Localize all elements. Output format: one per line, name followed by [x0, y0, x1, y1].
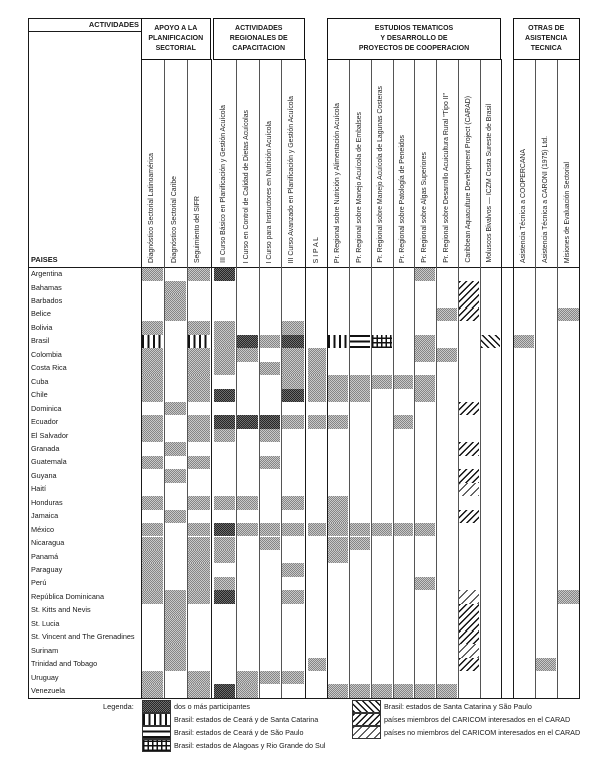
matrix-cell [282, 590, 304, 603]
matrix-cell [350, 537, 370, 550]
matrix-cell [328, 496, 348, 509]
column-header-text: III Curso Avanzado en Planificación y Gestión Acuícola [288, 95, 296, 263]
column-header-rotated [164, 59, 187, 263]
matrix-cell [188, 537, 210, 550]
matrix-cell [350, 523, 370, 536]
matrix-cell [260, 671, 280, 684]
matrix-cell [394, 523, 414, 536]
matrix-cell [558, 590, 579, 603]
matrix-cell [394, 415, 414, 428]
country-row-label: Guatemala [31, 457, 67, 467]
column-header-rotated [307, 59, 327, 263]
legend-item-label: dos o más participantes [174, 701, 250, 711]
matrix-cell [260, 537, 280, 550]
matrix-cell [282, 523, 304, 536]
column-header-text: Diagnóstico Sectorial Latinoamérica [148, 153, 156, 263]
country-row-label: St. Vincent and The Grenadines [31, 632, 135, 642]
matrix-cell [188, 577, 210, 590]
matrix-cell [372, 335, 392, 348]
column-header-text: I Curso en Control de Calidad de Dietas Acuícolas [243, 109, 251, 263]
matrix-cell [142, 389, 163, 402]
matrix-cell [142, 496, 163, 509]
matrix-cell [459, 617, 479, 630]
matrix-cell [188, 590, 210, 603]
matrix-cell [308, 523, 326, 536]
matrix-cell [328, 550, 348, 563]
matrix-cell [415, 577, 435, 590]
matrix-cell [142, 375, 163, 388]
column-group-header-line: OTRAS DE [528, 24, 565, 32]
country-row-label: Bahamas [31, 282, 62, 292]
matrix-cell [188, 362, 210, 375]
matrix-cell [214, 537, 235, 550]
column-header-rotated [213, 59, 236, 263]
column-header-text: Misiones de Evaluación Sectorial [563, 161, 571, 263]
column-group-header-line: ACTIVIDADES [235, 24, 283, 32]
column-group-header [513, 18, 580, 60]
country-row-label: St. Kitts and Nevis [31, 605, 91, 615]
column-header-rotated [327, 59, 349, 263]
matrix-cell [308, 415, 326, 428]
matrix-cell [514, 335, 534, 348]
country-row-label: Uruguay [31, 672, 59, 682]
matrix-cell [142, 523, 163, 536]
matrix-cell [459, 644, 479, 657]
matrix-cell [282, 563, 304, 576]
column-group-header-line: TECNICA [530, 45, 562, 53]
matrix-cell [188, 429, 210, 442]
matrix-cell [437, 308, 457, 321]
matrix-cell [142, 563, 163, 576]
matrix-cell [459, 402, 479, 415]
matrix-cell [214, 348, 235, 361]
column-group-header-line: SECTORIAL [155, 45, 196, 53]
column-header-rotated [557, 59, 580, 263]
column-header-rotated [535, 59, 557, 263]
matrix-cell [260, 456, 280, 469]
legend-swatch-d3 [352, 726, 381, 739]
matrix-cell [415, 684, 435, 697]
column-header-text: Pr. Regional sobre Algas Superiores [420, 152, 428, 263]
matrix-cell [214, 496, 235, 509]
column-header-rotated [281, 59, 305, 263]
legend-swatch-vs [142, 713, 171, 726]
country-row-label: Granada [31, 443, 60, 453]
matrix-cell [415, 389, 435, 402]
column-header-rotated [393, 59, 415, 263]
legend-swatch-d2 [352, 713, 381, 726]
matrix-cell [142, 456, 163, 469]
column-header-rotated [371, 59, 393, 263]
matrix-cell [282, 348, 304, 361]
matrix-cell [188, 348, 210, 361]
column-header-rotated [436, 59, 458, 263]
matrix-cell [260, 415, 280, 428]
column-group-header-line: ESTUDIOS TEMATICOS [374, 24, 454, 32]
matrix-cell [328, 537, 348, 550]
matrix-cell [165, 469, 186, 482]
matrix-cell [214, 577, 235, 590]
matrix-cell [142, 671, 163, 684]
matrix-cell [328, 415, 348, 428]
matrix-cell [260, 362, 280, 375]
matrix-cell [142, 321, 163, 334]
matrix-cell [188, 375, 210, 388]
matrix-cell [165, 604, 186, 617]
matrix-cell [188, 268, 210, 281]
matrix-cell [308, 658, 326, 671]
column-header-rotated [480, 59, 501, 263]
matrix-cell [142, 348, 163, 361]
country-row-label: Perú [31, 578, 47, 588]
matrix-cell [459, 604, 479, 617]
grid-line [28, 267, 580, 268]
matrix-cell [328, 684, 348, 697]
column-header-text: Seguimiento del SIFR [194, 195, 202, 263]
matrix-cell [372, 684, 392, 697]
legend-item-label: Brasil: estados de Santa Catarina y São Paulo [384, 701, 532, 711]
matrix-cell [165, 658, 186, 671]
matrix-cell [188, 389, 210, 402]
matrix-cell [260, 429, 280, 442]
matrix-cell [282, 321, 304, 334]
legend-swatch-k [142, 700, 171, 713]
matrix-cell [214, 335, 235, 348]
column-header-text: Asistencia Técnica a CARONI (1975) Ltd. [541, 135, 549, 263]
column-header-rotated [259, 59, 281, 263]
matrix-cell [415, 268, 435, 281]
matrix-cell [188, 684, 210, 697]
matrix-cell [237, 335, 258, 348]
column-header-rotated [414, 59, 436, 263]
matrix-cell [165, 510, 186, 523]
matrix-cell [214, 684, 235, 697]
matrix-cell [214, 362, 235, 375]
matrix-cell [459, 294, 479, 307]
matrix-cell [282, 389, 304, 402]
column-header-rotated [187, 59, 211, 263]
column-header-text: Pr. Regional sobre Manejo Acuícola de Lagunas Costeras [377, 86, 385, 263]
activities-corner-label: ACTIVIDADES [88, 20, 139, 29]
matrix-cell [142, 335, 163, 348]
matrix-cell [142, 684, 163, 697]
country-row-label: Panamá [31, 551, 59, 561]
column-header-text: Pr. Regional sobre Nutrición y Alimentación Acuícola [333, 102, 341, 263]
country-row-label: Cuba [31, 376, 49, 386]
column-header-text: S I P A L [312, 236, 320, 263]
matrix-cell [459, 308, 479, 321]
country-row-label: Belice [31, 309, 51, 319]
country-row-label: México [31, 524, 55, 534]
country-row-label: Haití [31, 484, 47, 494]
matrix-cell [142, 415, 163, 428]
column-group-header-line: PROYECTOS DE COOPERACION [358, 45, 470, 53]
country-row-label: Barbados [31, 296, 63, 305]
matrix-cell [260, 335, 280, 348]
matrix-cell [188, 496, 210, 509]
matrix-cell [142, 429, 163, 442]
matrix-cell [214, 321, 235, 334]
column-header-rotated [236, 59, 259, 263]
matrix-cell [328, 335, 348, 348]
column-header-text: Pr. Regional sobre Desarrollo Acuicultura Rural "Tipo II" [442, 93, 450, 263]
matrix-cell [459, 590, 479, 603]
matrix-cell [214, 523, 235, 536]
column-header-text: Diagnóstico Sectorial Caribe [171, 176, 179, 263]
country-row-label: Surinam [31, 645, 59, 655]
column-header-rotated [141, 59, 164, 263]
column-header-text: Moluscos Bivalvos — ICZM Costa Sureste de Brasil [486, 104, 494, 263]
column-header-text: I Curso para Instructores en Nutrición Acuícola [265, 120, 273, 263]
matrix-cell [188, 563, 210, 576]
matrix-cell [142, 362, 163, 375]
matrix-cell [415, 335, 435, 348]
column-group-header-line: REGIONALES DE [229, 34, 288, 42]
column-group-header-line: APOYO A LA [154, 24, 198, 32]
country-row-label: Honduras [31, 497, 63, 507]
matrix-cell [188, 456, 210, 469]
countries-corner-label: PAISES [31, 255, 58, 264]
column-header-text: III Curso Básico en Planificación y Gestión Acuícola [220, 105, 228, 263]
matrix-cell [282, 362, 304, 375]
country-row-label: Ecuador [31, 417, 59, 427]
matrix-cell [188, 523, 210, 536]
grid-line [28, 18, 141, 19]
matrix-cell [165, 590, 186, 603]
country-row-label: Venezuela [31, 686, 66, 696]
legend-item-label: Brasil: estados de Ceará y de Santa Catarina [174, 714, 319, 724]
legend-swatch-d1 [352, 700, 381, 713]
matrix-cell [282, 415, 304, 428]
matrix-cell [142, 537, 163, 550]
legend-swatch-hs [142, 726, 171, 739]
grid-line [28, 18, 29, 698]
matrix-cell [328, 523, 348, 536]
grid-line [28, 698, 580, 700]
matrix-cell [437, 684, 457, 697]
country-row-label: Brasil [31, 336, 50, 346]
grid-line [28, 31, 141, 32]
matrix-cell [308, 348, 326, 361]
country-row-label: Argentina [31, 269, 63, 279]
country-row-label: Colombia [31, 349, 62, 359]
legend-swatch-gr [142, 739, 171, 752]
matrix-cell [237, 348, 258, 361]
country-row-label: Guyana [31, 470, 57, 480]
matrix-cell [282, 375, 304, 388]
matrix-cell [328, 510, 348, 523]
matrix-cell [536, 658, 556, 671]
matrix-cell [282, 671, 304, 684]
column-group-header-line: CAPACITACION [232, 45, 286, 53]
matrix-cell [214, 590, 235, 603]
column-group-header-line: PLANIFICACION [148, 34, 204, 42]
country-row-label: República Dominicana [31, 591, 105, 601]
matrix-cell [214, 389, 235, 402]
matrix-cell [188, 335, 210, 348]
country-row-label: Dominica [31, 403, 62, 413]
matrix-cell [165, 631, 186, 644]
matrix-cell [328, 375, 348, 388]
matrix-cell [437, 348, 457, 361]
matrix-cell [214, 550, 235, 563]
column-header-rotated [349, 59, 371, 263]
column-header-text: Pr. Regional sobre Patología de Peneidos [398, 135, 406, 263]
country-row-label: Paraguay [31, 565, 63, 574]
matrix-cell [142, 268, 163, 281]
column-header-rotated [513, 59, 535, 263]
matrix-cell [459, 281, 479, 294]
matrix-cell [237, 415, 258, 428]
column-header-text: Pr. Regional sobre Manejo Acuícola de Embalses [355, 112, 363, 263]
column-group-header [141, 18, 211, 60]
matrix-cell [237, 671, 258, 684]
matrix-cell [558, 308, 579, 321]
matrix-cell [308, 362, 326, 375]
legend-item-label: Brasil: estados de Ceará y de São Paulo [174, 727, 304, 737]
matrix-cell [165, 308, 186, 321]
column-group-header [213, 18, 305, 60]
matrix-cell [260, 523, 280, 536]
country-row-label: Trinidad and Tobago [31, 659, 98, 669]
matrix-cell [237, 523, 258, 536]
country-row-label: Nicaragua [31, 538, 65, 548]
country-row-label: El Salvador [31, 430, 69, 440]
matrix-cell [214, 415, 235, 428]
country-row-label: Jamaica [31, 511, 59, 521]
matrix-cell [415, 375, 435, 388]
country-row-label: St. Lucia [31, 618, 60, 628]
matrix-cell [237, 496, 258, 509]
matrix-cell [165, 402, 186, 415]
matrix-cell [188, 415, 210, 428]
matrix-cell [308, 375, 326, 388]
matrix-cell [165, 294, 186, 307]
matrix-cell [372, 523, 392, 536]
country-row-label: Costa Rica [31, 363, 67, 373]
matrix-cell [459, 510, 479, 523]
matrix-cell [282, 335, 304, 348]
matrix-cell [350, 335, 370, 348]
matrix-cell [188, 671, 210, 684]
matrix-cell [394, 684, 414, 697]
matrix-cell [142, 577, 163, 590]
matrix-cell [214, 268, 235, 281]
column-group-header [327, 18, 501, 60]
column-header-rotated [458, 59, 480, 263]
matrix-cell [350, 375, 370, 388]
matrix-cell [282, 496, 304, 509]
legend-item-label: países no miembros del CARICOM interesados en el CARAD [384, 727, 581, 737]
matrix-cell [165, 442, 186, 455]
matrix-cell [459, 658, 479, 671]
column-group-header-line: Y DESARROLLO DE [380, 34, 448, 42]
matrix-cell [459, 483, 479, 496]
matrix-cell [214, 429, 235, 442]
legend-title: Legenda: [103, 702, 134, 711]
matrix-cell [237, 684, 258, 697]
matrix-cell [459, 631, 479, 644]
matrix-cell [415, 348, 435, 361]
column-header-text: Caribbean Aquaculture Development Project (CARAD) [464, 96, 472, 263]
matrix-cell [308, 389, 326, 402]
matrix-cell [328, 389, 348, 402]
legend-item-label: Brasil: estados de Alagoas y Rio Grande do Sul [174, 740, 326, 750]
column-group-header-line: ASISTENCIA [525, 34, 568, 42]
matrix-cell [165, 617, 186, 630]
matrix-cell [188, 321, 210, 334]
matrix-cell [165, 281, 186, 294]
matrix-cell [350, 684, 370, 697]
country-row-label: Chile [31, 390, 48, 400]
matrix-cell [459, 469, 479, 482]
matrix-cell [142, 590, 163, 603]
matrix-cell [394, 375, 414, 388]
matrix-cell [459, 442, 479, 455]
matrix-cell [142, 550, 163, 563]
matrix-cell [415, 523, 435, 536]
matrix-cell [481, 335, 500, 348]
column-header-text: Asistencia Técnica a COOPERCANA [519, 149, 527, 263]
legend-item-label: países miembros del CARICOM interesados en el CARAD [384, 714, 571, 724]
matrix-cell [350, 389, 370, 402]
matrix-cell [188, 550, 210, 563]
matrix-cell [165, 644, 186, 657]
country-row-label: Bolivia [31, 322, 53, 332]
grid-line [501, 59, 502, 698]
matrix-cell [372, 375, 392, 388]
